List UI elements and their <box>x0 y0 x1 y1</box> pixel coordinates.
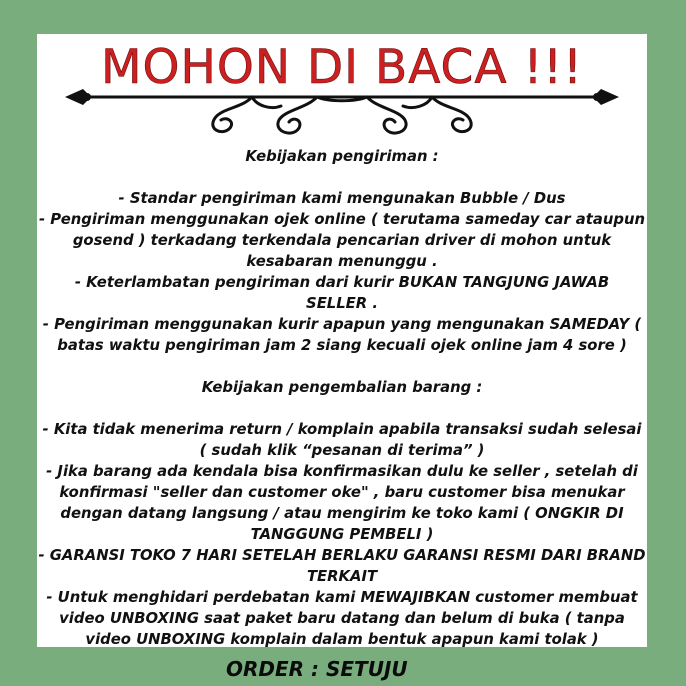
returns-line: video UNBOXING komplain dalam bentuk apapun kami tolak ) <box>85 631 599 648</box>
returns-line: TERKAIT <box>306 568 378 585</box>
notice-card <box>37 34 647 647</box>
page-title: MOHON DI BACA !!! <box>101 40 583 95</box>
returns-line: TANGGUNG PEMBELI ) <box>250 526 434 543</box>
returns-line: - Kita tidak menerima return / komplain apabila transaksi sudah selesai <box>42 421 642 438</box>
returns-line: video UNBOXING saat paket baru datang dan belum di buka ( tanpa <box>59 610 625 627</box>
shipping-line: - Pengiriman menggunakan ojek online ( terutama sameday car ataupun <box>38 211 646 228</box>
shipping-line: - Keterlambatan pengiriman dari kurir BUKAN TANGJUNG JAWAB <box>74 274 610 291</box>
shipping-line: SELLER . <box>306 295 378 312</box>
returns-line: dengan datang langsung / atau mengirim ke toko kami ( ONGKIR DI <box>60 505 624 522</box>
shipping-line: - Pengiriman menggunakan kurir apapun yang mengunakan SAMEDAY ( <box>42 316 642 333</box>
policy-text <box>37 146 647 650</box>
returns-line: ( sudah klik “pesanan di terima” ) <box>199 442 485 459</box>
shipping-line: gosend ) terkadang terkendala pencarian driver di mohon untuk <box>72 232 612 249</box>
returns-heading: Kebijakan pengembalian barang : <box>201 379 483 396</box>
returns-line: konfirmasi "seller dan customer oke" , baru customer bisa menukar <box>59 484 625 501</box>
shipping-line: - Standar pengiriman kami mengunakan Bubble / Dus <box>118 190 566 207</box>
shipping-line: batas waktu pengiriman jam 2 siang kecuali ojek online jam 4 sore ) <box>57 337 627 354</box>
returns-line: - GARANSI TOKO 7 HARI SETELAH BERLAKU GARANSI RESMI DARI BRAND <box>38 547 646 564</box>
shipping-line: kesabaran menunggu . <box>246 253 438 270</box>
returns-line: - Untuk menghidari perdebatan kami MEWAJIBKAN customer membuat <box>46 589 638 606</box>
order-agreement-label: ORDER : SETUJU <box>226 657 408 681</box>
shipping-heading: Kebijakan pengiriman : <box>245 148 439 165</box>
returns-line: - Jika barang ada kendala bisa konfirmasikan dulu ke seller , setelah di <box>46 463 638 480</box>
